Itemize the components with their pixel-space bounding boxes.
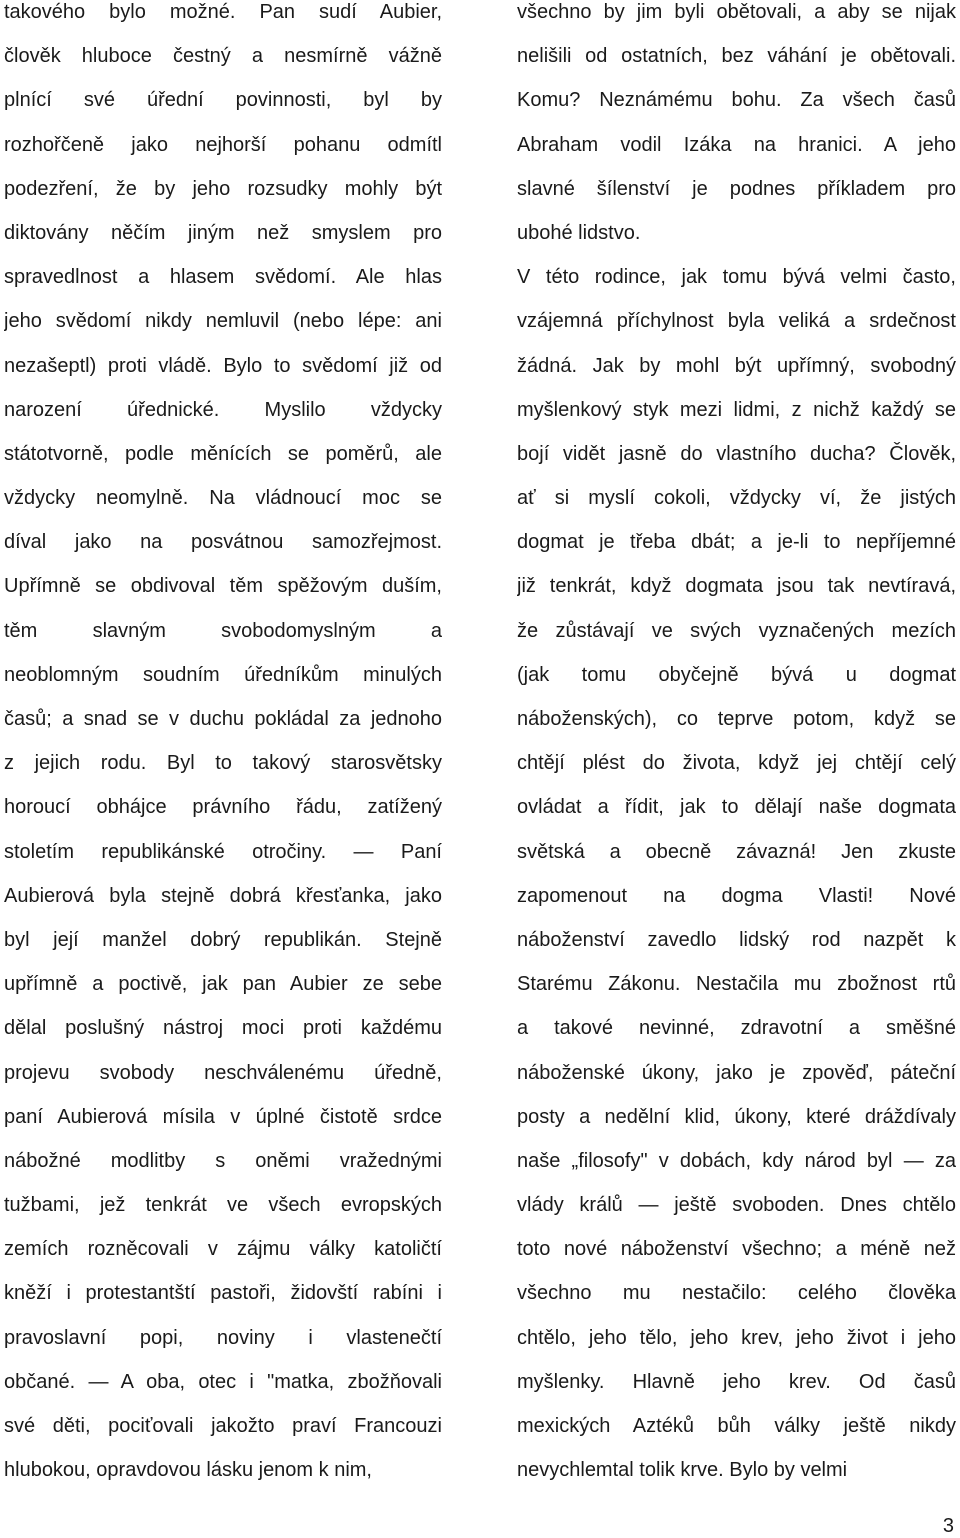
text-line: bojí vidět jasně do vlastního ducha? Člověk, <box>517 442 956 465</box>
left-text-column <box>4 0 442 1492</box>
right-text-column <box>517 0 956 1492</box>
text-line: hlubokou, opravdovou lásku jenom k nim, <box>4 1459 372 1482</box>
text-line: ať si myslí cokoli, vždycky ví, že jistých <box>517 487 956 510</box>
text-line: Starému Zákonu. Nestačila mu zbožnost rtů <box>517 973 956 996</box>
text-line: a takové nevinné, zdravotní a směšné <box>517 1017 956 1040</box>
text-line: takového bylo možné. Pan sudí Aubier, <box>4 1 442 23</box>
text-line: chtějí plést do života, když jej chtějí celý <box>517 752 956 775</box>
text-line: chtělo, jeho tělo, jeho krev, jeho život i jeho <box>517 1326 956 1349</box>
text-line: náboženských), co teprve potom, když se <box>517 708 956 730</box>
text-line: Upřímně se obdivoval těm spěžovým duším, <box>4 575 442 598</box>
text-line: občané. — A oba, otec i "matka, zbožňovali <box>4 1370 442 1393</box>
text-line: pravoslavní popi, noviny i vlastenečtí <box>4 1326 442 1349</box>
text-line: rozhořčeně jako nejhorší pohanu odmítl <box>4 133 442 156</box>
text-line: náboženství zavedlo lidský rod nazpět k <box>517 928 956 951</box>
text-line: vlády králů — ještě svoboden. Dnes chtělo <box>517 1194 956 1217</box>
text-line: spravedlnost a hlasem svědomí. Ale hlas <box>4 266 442 289</box>
text-line: že zůstávají ve svých vyznačených mezích <box>517 619 956 642</box>
text-line: projevu svobody neschválenému úředně, <box>4 1061 442 1084</box>
text-line: všechno by jim byli obětovali, a aby se nijak <box>517 1 956 23</box>
text-line: upřímně a poctivě, jak pan Aubier ze sebe <box>4 973 442 996</box>
text-line: posty a nedělní klid, úkony, které dráždívaly <box>517 1105 956 1128</box>
text-line: světská a obecně závazná! Jen zkuste <box>517 840 956 863</box>
text-line: dělal poslušný nástroj moci proti každému <box>4 1017 442 1040</box>
text-line: tužbami, jež tenkrát ve všech evropských <box>4 1194 442 1217</box>
text-line: diktovány něčím jiným než smyslem pro <box>4 221 442 244</box>
text-line: podezření, že by jeho rozsudky mohly být <box>4 177 442 200</box>
text-line: narození úřednické. Myslilo vždycky <box>4 398 442 421</box>
text-line: své děti, pociťovali jakožto praví Francouzi <box>4 1415 442 1437</box>
text-line: myšlenky. Hlavně jeho krev. Od časů <box>517 1370 956 1393</box>
text-line: neoblomným soudním úředníkům minulých <box>4 663 442 686</box>
text-line: těm slavným svobodomyslným a <box>4 619 442 642</box>
text-line: dogmat je třeba dbát; a je-li to nepříjemné <box>517 531 956 554</box>
text-line: Komu? Neznámému bohu. Za všech časů <box>517 89 956 112</box>
text-line: byl její manžel dobrý republikán. Stejně <box>4 928 442 951</box>
text-line: paní Aubierová mísila v úplné čistotě srdce <box>4 1105 442 1128</box>
text-line: nelišili od ostatních, bez váhání je obětovali. <box>517 45 956 68</box>
text-line: plnící své úřední povinnosti, byl by <box>4 89 442 112</box>
text-line: žádná. Jak by mohl být upřímný, svobodný <box>517 354 956 377</box>
text-line: časů; a snad se v duchu pokládal za jednoho <box>4 708 442 730</box>
text-line: člověk hluboce čestný a nesmírně vážně <box>4 45 442 68</box>
text-line: všechno mu nestačilo: celého člověka <box>517 1282 956 1305</box>
text-line: nábožné modlitby s oněmi vražednými <box>4 1149 442 1172</box>
text-line: mexických Aztéků bůh války ještě nikdy <box>517 1415 956 1437</box>
text-line: stoletím republikánské otročiny. — Paní <box>4 840 442 863</box>
page-number: 3 <box>942 1515 954 1537</box>
text-line: myšlenkový styk mezi lidmi, z nichž každý se <box>517 398 956 421</box>
text-line: slavné šílenství je podnes příkladem pro <box>517 177 956 200</box>
text-line: náboženské úkony, jako je zpověď, páteční <box>517 1061 956 1084</box>
text-line: V této rodince, jak tomu bývá velmi často, <box>517 266 956 289</box>
text-line: vždycky neomylně. Na vládnoucí moc se <box>4 487 442 510</box>
text-line: Abraham vodil Izáka na hranici. A jeho <box>517 133 956 156</box>
text-line: ubohé lidstvo. <box>517 221 641 244</box>
text-line: Aubierová byla stejně dobrá křesťanka, jako <box>4 884 442 907</box>
text-line: zapomenout na dogma Vlasti! Nové <box>517 884 956 907</box>
text-line: zemích rozněcovali v zájmu války katoličtí <box>4 1238 442 1261</box>
text-line: jeho svědomí nikdy nemluvil (nebo lépe: ani <box>4 310 442 333</box>
text-line: díval jako na posvátnou samozřejmost. <box>4 531 442 554</box>
text-line: státotvorně, podle měnících se poměrů, ale <box>4 442 442 465</box>
text-line: kněží i protestantští pastoři, židovští rabíni i <box>4 1282 442 1305</box>
text-line: již tenkrát, když dogmata jsou tak nevtíravá, <box>517 575 956 598</box>
text-line: toto nové náboženství všechno; a méně než <box>517 1238 956 1261</box>
text-line: naše „filosofy" v dobách, kdy národ byl — za <box>517 1149 956 1172</box>
text-line: ovládat a řídit, jak to dělají naše dogmata <box>517 796 956 819</box>
text-line: (jak tomu obyčejně bývá u dogmat <box>517 663 956 686</box>
text-line: nevychlemtal tolik krve. Bylo by velmi <box>517 1459 848 1482</box>
text-line: horoucí obhájce právního řádu, zatížený <box>4 796 442 819</box>
text-line: nezašeptl) proti vládě. Bylo to svědomí již od <box>4 354 442 377</box>
text-line: z jejich rodu. Byl to takový starosvětsky <box>4 752 442 775</box>
text-line: vzájemná příchylnost byla veliká a srdečnost <box>517 310 956 333</box>
